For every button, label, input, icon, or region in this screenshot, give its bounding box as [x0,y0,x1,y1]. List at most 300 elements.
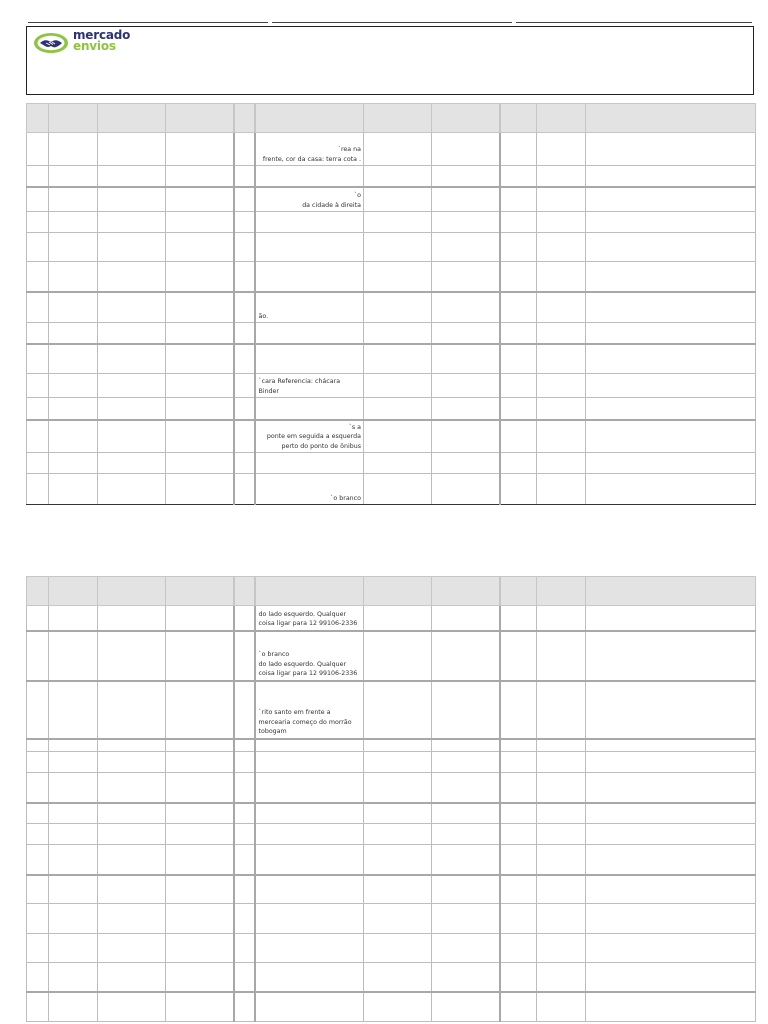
header-cell [432,577,500,606]
table-cell [500,824,537,845]
table-cell [500,606,537,631]
table-row [27,739,756,752]
table-cell [27,323,49,344]
table-cell [49,963,98,992]
header-cell [537,104,586,133]
table-cell [537,934,586,963]
table-cell [166,344,234,374]
table-cell [255,963,364,992]
table-cell [234,166,255,187]
table-cell [98,420,166,453]
table-cell [537,453,586,474]
shipping-table-1 [26,103,756,505]
table-cell [586,803,756,824]
table-cell [234,803,255,824]
table-cell [500,233,537,262]
table-cell [500,323,537,344]
table-cell [27,845,49,875]
table-cell [364,963,432,992]
table-cell [432,803,500,824]
table-cell [49,681,98,739]
table-cell [500,963,537,992]
table-cell [500,187,537,212]
table-cell [98,133,166,166]
table-cell [98,233,166,262]
table-cell [500,453,537,474]
table-cell [98,875,166,904]
table-cell [537,803,586,824]
table-cell [364,992,432,1022]
table-cell [166,374,234,398]
address-note: `cara Referencia: chácara Binder [258,378,341,395]
table-cell [586,212,756,233]
table-row [27,374,756,398]
table-cell [166,262,234,292]
table-cell [98,992,166,1022]
table-cell [27,803,49,824]
table-cell [364,875,432,904]
table-cell [364,374,432,398]
table-cell [432,631,500,681]
table-cell [364,739,432,752]
table-cell [166,233,234,262]
table-cell [432,292,500,323]
table-cell [432,212,500,233]
table-cell [255,824,364,845]
header-cell [586,577,756,606]
table-cell [500,752,537,773]
table-cell [364,133,432,166]
table-cell [98,374,166,398]
address-note [256,1020,364,1021]
table-cell [49,845,98,875]
table-cell [255,187,364,212]
table-cell [27,344,49,374]
table-row [27,292,756,323]
table-cell [98,453,166,474]
header-cell [364,577,432,606]
table-cell [586,773,756,803]
table-cell [234,233,255,262]
table-cell [98,166,166,187]
table-row [27,752,756,773]
table-cell [586,606,756,631]
table-cell [98,212,166,233]
table-cell [166,773,234,803]
header-cell [27,104,49,133]
table-cell [255,992,364,1022]
table-cell [98,474,166,505]
table-cell [49,875,98,904]
table-cell [500,845,537,875]
table-cell [537,133,586,166]
table-cell [364,233,432,262]
table-cell [432,992,500,1022]
table-cell [255,752,364,773]
table-cell [166,398,234,420]
table-cell [537,187,586,212]
table-row [27,212,756,233]
table-cell [255,739,364,752]
table-cell [255,606,364,631]
table-cell [364,934,432,963]
table-cell [166,752,234,773]
table-cell [586,187,756,212]
table-row [27,420,756,453]
table-cell [49,631,98,681]
address-note: `o branco [330,494,361,502]
table-cell [98,631,166,681]
table-cell [586,323,756,344]
table-cell [432,374,500,398]
table-cell [255,212,364,233]
table-cell [586,133,756,166]
table-cell [364,845,432,875]
table-cell [364,187,432,212]
header-cell [27,577,49,606]
table-cell [49,803,98,824]
table-cell [500,292,537,323]
table-cell [49,739,98,752]
table-row [27,187,756,212]
table-cell [234,212,255,233]
handshake-icon [33,30,71,56]
table-cell [234,739,255,752]
table-cell [537,845,586,875]
table-cell [586,344,756,374]
table-cell [500,398,537,420]
header-cell [537,577,586,606]
table-cell [537,398,586,420]
table-cell [537,773,586,803]
table-cell [537,344,586,374]
table-row [27,845,756,875]
table-cell [27,904,49,934]
table-cell [234,824,255,845]
header-cell [98,577,166,606]
top-rule [272,22,512,23]
table-cell [432,453,500,474]
table-cell [98,262,166,292]
table-row [27,963,756,992]
table-cell [537,904,586,934]
table-cell [364,904,432,934]
table-cell [98,344,166,374]
address-note [256,185,364,186]
table-cell [166,474,234,505]
table-cell [49,187,98,212]
table-cell [586,992,756,1022]
table-cell [255,344,364,374]
table-cell [432,963,500,992]
table-cell [166,453,234,474]
shipping-table-2 [26,576,756,1022]
table-cell [255,398,364,420]
header-cell [500,104,537,133]
table-row [27,606,756,631]
table-cell [364,292,432,323]
table-cell [432,344,500,374]
table-cell [586,934,756,963]
table-cell [586,904,756,934]
header-cell [234,104,255,133]
table-cell [166,739,234,752]
table-cell [500,904,537,934]
table-cell [27,752,49,773]
table-cell [586,166,756,187]
header-cell [49,577,98,606]
table-cell [166,133,234,166]
table-cell [586,875,756,904]
table-cell [432,398,500,420]
table-cell [166,292,234,323]
table-cell [98,824,166,845]
address-note: `o branco do lado esquerdo. Qualquer coisa ligar para 12 99106-2336 [258,651,358,677]
table-cell [27,474,49,505]
table-cell [586,398,756,420]
table-cell [234,963,255,992]
table-cell [364,803,432,824]
table-cell [432,739,500,752]
table-cell [586,374,756,398]
table-cell [364,398,432,420]
table-cell [234,934,255,963]
table-cell [537,963,586,992]
table-cell [98,845,166,875]
table-cell [98,292,166,323]
table-cell [255,323,364,344]
table-cell [255,803,364,824]
table-cell [586,262,756,292]
table-header-row [27,577,756,606]
table-cell [586,845,756,875]
table-row [27,133,756,166]
header-cell [49,104,98,133]
table-cell [500,631,537,681]
table-cell [500,212,537,233]
table-row [27,323,756,344]
table-cell [49,934,98,963]
header-cell [364,104,432,133]
table-cell [537,875,586,904]
table-cell [255,904,364,934]
table-cell [234,606,255,631]
table-cell [49,344,98,374]
table-cell [27,681,49,739]
table-cell [166,875,234,904]
table-row [27,904,756,934]
table-row [27,681,756,739]
table-cell [166,323,234,344]
table-cell [27,420,49,453]
table-cell [255,875,364,904]
table-cell [27,631,49,681]
table-cell [27,606,49,631]
table-cell [432,187,500,212]
table-cell [234,292,255,323]
top-rule [516,22,752,23]
table-cell [364,773,432,803]
table-cell [255,420,364,453]
logo-word-mercado: mercado [73,28,131,42]
table-cell [364,420,432,453]
table-row [27,453,756,474]
table-cell [234,262,255,292]
table-cell [364,681,432,739]
table-cell [255,166,364,187]
table-cell [255,374,364,398]
table-cell [98,904,166,934]
top-rule [28,22,268,23]
header-cell [234,577,255,606]
table-cell [537,752,586,773]
table-cell [500,934,537,963]
table-cell [537,420,586,453]
table-cell [166,803,234,824]
table-cell [537,233,586,262]
table-cell [166,166,234,187]
table-cell [500,133,537,166]
address-note: `o da cidade à direita [302,192,361,209]
table-cell [234,374,255,398]
table-cell [586,631,756,681]
table-cell [586,739,756,752]
table-cell [166,681,234,739]
table-row [27,803,756,824]
table-cell [98,773,166,803]
table-cell [364,453,432,474]
table-cell [234,845,255,875]
table-cell [98,739,166,752]
document-header [26,26,754,95]
address-note [256,990,364,991]
table-row [27,824,756,845]
address-note [256,342,364,343]
table-cell [586,474,756,505]
table-cell [586,420,756,453]
table-cell [234,133,255,166]
table-row [27,398,756,420]
table-cell [166,420,234,453]
table-cell [27,292,49,323]
table-cell [364,212,432,233]
table-cell [432,474,500,505]
table-cell [166,824,234,845]
table-header-row [27,104,756,133]
table-cell [166,963,234,992]
table-cell [364,606,432,631]
table-row [27,992,756,1022]
header-cell [98,104,166,133]
table-cell [432,681,500,739]
address-note [256,290,364,291]
table-cell [586,292,756,323]
table-cell [500,875,537,904]
table-cell [27,187,49,212]
table-cell [27,262,49,292]
logo-word-envios: envios [73,39,116,53]
header-cell [255,577,364,606]
table-cell [586,233,756,262]
table-cell [255,934,364,963]
table-cell [255,233,364,262]
table-cell [537,262,586,292]
table-row [27,875,756,904]
table-row [27,631,756,681]
table-row [27,934,756,963]
table-cell [49,292,98,323]
table-cell [500,262,537,292]
table-cell [537,474,586,505]
table-cell [255,262,364,292]
table-cell [432,233,500,262]
table-cell [49,166,98,187]
header-cell [255,104,364,133]
table-cell [49,453,98,474]
table-cell [166,992,234,1022]
table-row [27,344,756,374]
table-cell [49,606,98,631]
table-cell [255,631,364,681]
table-cell [255,773,364,803]
table-cell [255,453,364,474]
table-cell [364,166,432,187]
table-cell [500,739,537,752]
table-cell [166,606,234,631]
table-cell [432,262,500,292]
table-cell [432,773,500,803]
address-note [256,418,364,419]
table-cell [166,934,234,963]
header-cell [432,104,500,133]
table-cell [49,773,98,803]
table-cell [98,323,166,344]
table-cell [234,773,255,803]
table-cell [537,681,586,739]
table-cell [234,904,255,934]
table-cell [364,344,432,374]
table-cell [98,934,166,963]
header-cell [586,104,756,133]
address-note [256,801,364,802]
header-cell [500,577,537,606]
table-cell [27,992,49,1022]
table-cell [98,606,166,631]
table-cell [49,212,98,233]
table-cell [27,166,49,187]
table-cell [166,904,234,934]
table-cell [49,752,98,773]
table-cell [234,474,255,505]
table-cell [500,420,537,453]
table-cell [166,845,234,875]
table-cell [255,292,364,323]
table-cell [364,752,432,773]
table-cell [537,166,586,187]
table-row [27,233,756,262]
table-row [27,773,756,803]
table-cell [27,934,49,963]
table-cell [234,631,255,681]
table-cell [537,323,586,344]
table-cell [586,963,756,992]
table-cell [364,262,432,292]
address-note: do lado esquerdo. Qualquer coisa ligar para 12 99106-2336 [258,610,358,627]
table-cell [49,992,98,1022]
table-cell [234,187,255,212]
table-cell [234,398,255,420]
table-cell [364,824,432,845]
